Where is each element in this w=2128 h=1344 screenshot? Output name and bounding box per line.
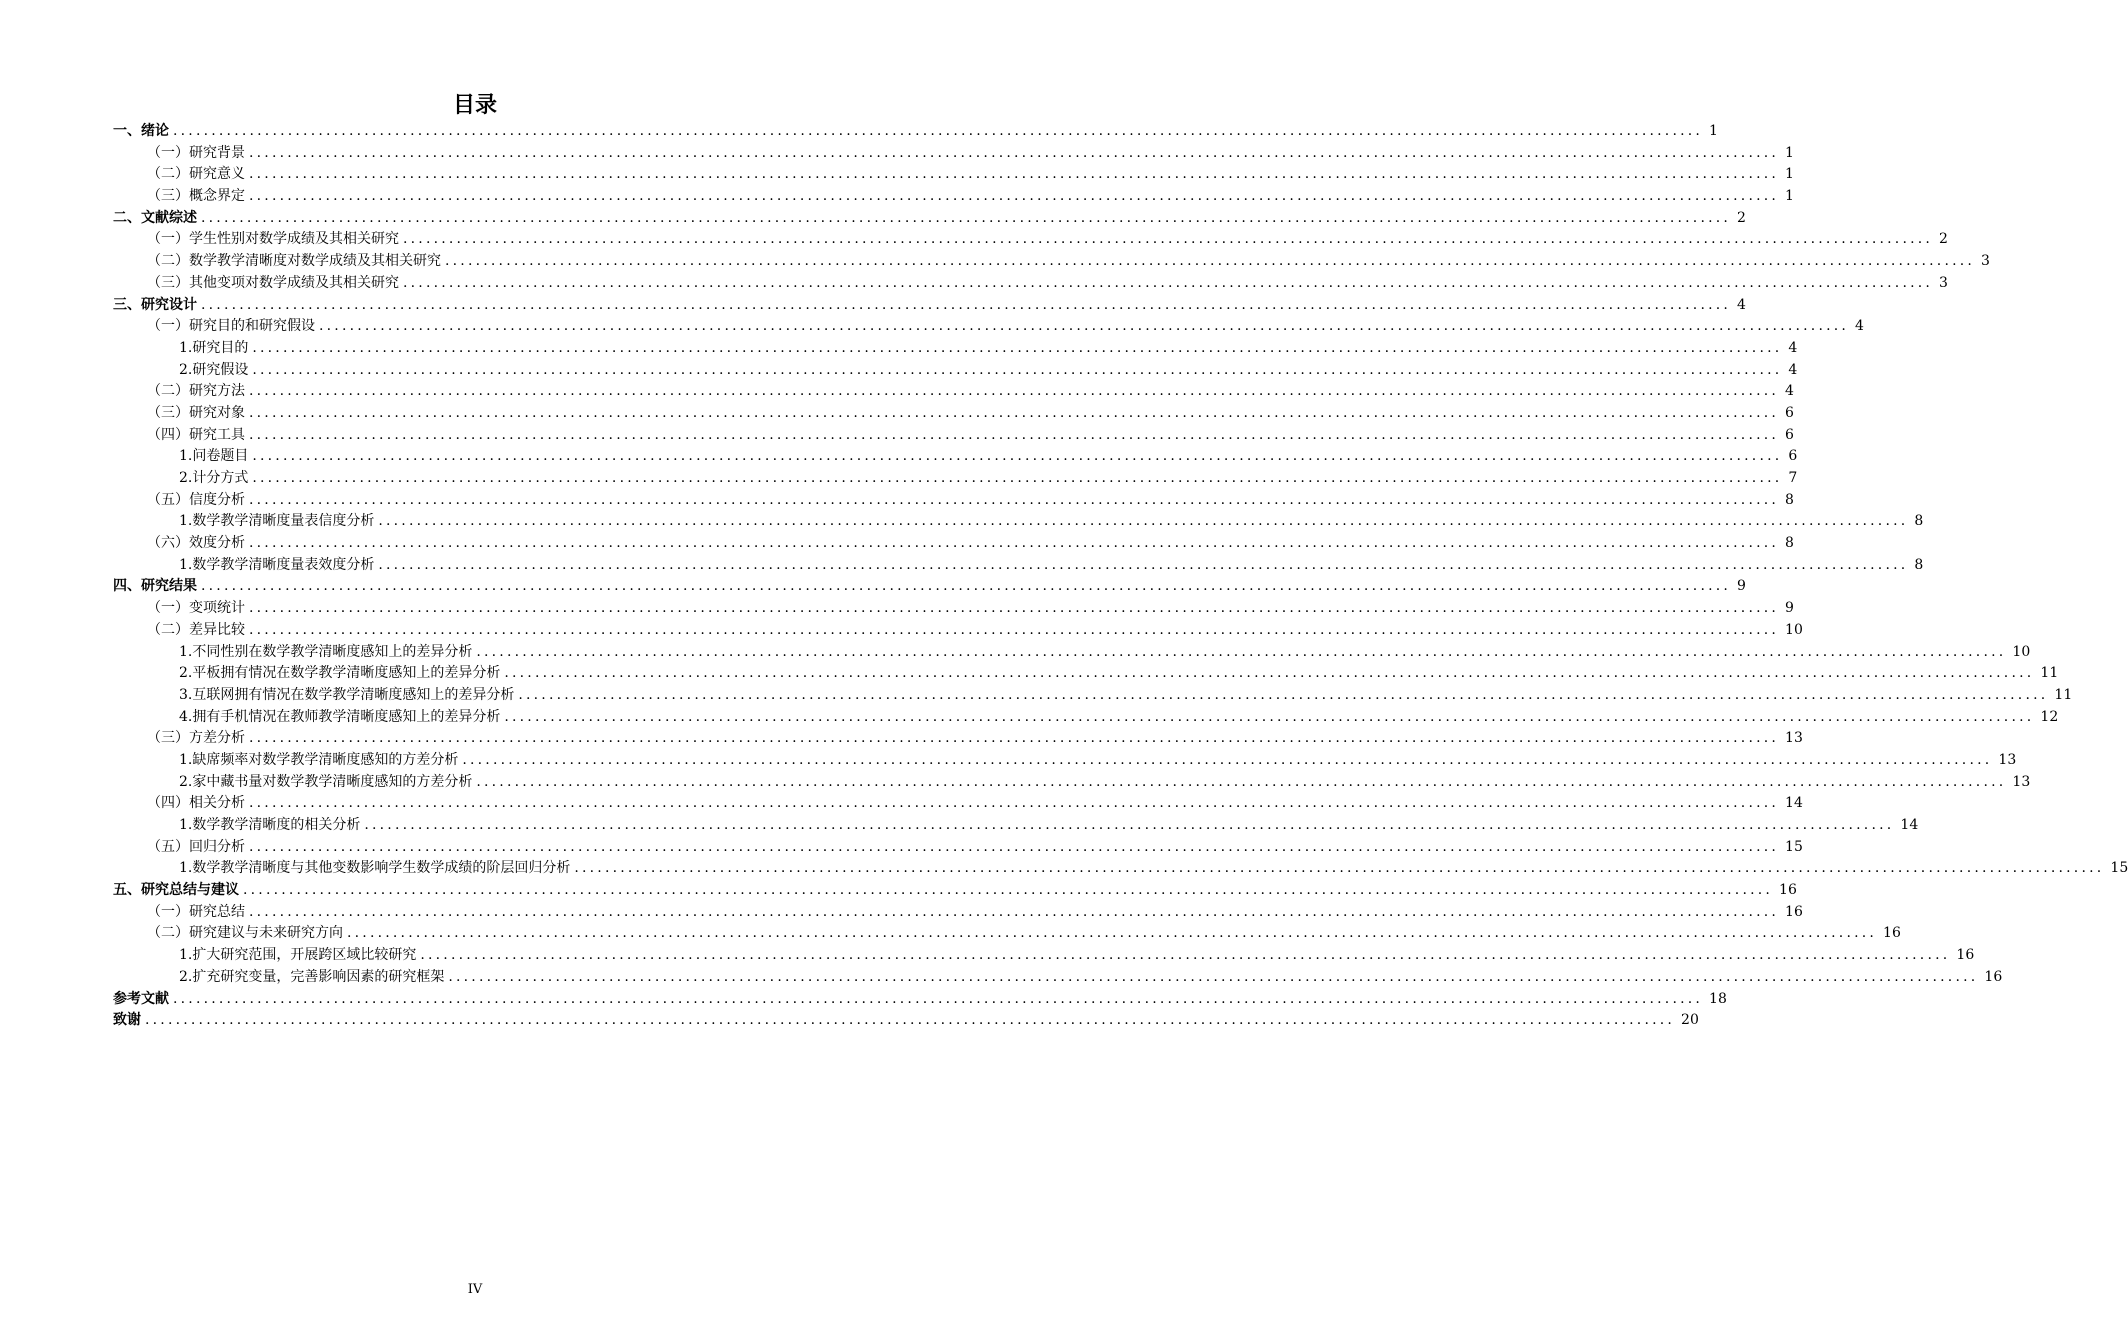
toc-entry[interactable] xyxy=(113,403,1794,425)
toc-entry-page: 9 xyxy=(1737,578,1746,595)
dot-leader: ........................................................................................................................................................................................................ xyxy=(252,339,1783,356)
dot-leader: ........................................................................................................................................................................................................ xyxy=(462,751,1993,768)
toc-entry-page: 6 xyxy=(1785,426,1794,443)
toc-entry[interactable] xyxy=(113,945,1975,967)
toc-entry[interactable] xyxy=(113,143,1794,165)
toc-entry[interactable] xyxy=(113,902,1803,924)
dot-leader: ........................................................................................................................................................................................................ xyxy=(249,188,1780,205)
toc-entry-page: 1 xyxy=(1709,123,1718,139)
toc-entry-page: 16 xyxy=(1883,925,1901,942)
dot-leader: ........................................................................................................................................................................................................ xyxy=(249,144,1780,161)
toc-entry-label: （三）研究对象 xyxy=(147,404,245,421)
dot-leader: ........................................................................................................................................................................................................ xyxy=(378,556,1909,573)
toc-entry-page: 13 xyxy=(1998,751,2017,768)
dot-leader: ........................................................................................................................................................................................................ xyxy=(476,773,2007,790)
toc-entry-page: 10 xyxy=(1785,621,1803,638)
toc-entry-label: 四、研究结果 xyxy=(113,578,197,595)
toc-entry-label: 2.计分方式 xyxy=(179,470,249,486)
table-of-contents xyxy=(113,121,2128,1032)
dot-leader: ........................................................................................................................................................................................................ xyxy=(252,448,1783,465)
toc-entry-page: 8 xyxy=(1914,513,1924,530)
toc-entry-page: 11 xyxy=(2040,665,2059,682)
toc-entry[interactable] xyxy=(113,186,1794,208)
toc-entry-label: 1.不同性别在数学教学清晰度感知上的差异分析 xyxy=(179,643,473,660)
toc-entry-label: 1.数学教学清晰度量表效度分析 xyxy=(179,556,375,573)
toc-entry-label: （一）研究目的和研究假设 xyxy=(147,318,315,335)
dot-leader: ........................................................................................................................................................................................................ xyxy=(504,708,2035,725)
dot-leader: ........................................................................................................................................................................................................ xyxy=(249,903,1780,920)
toc-entry[interactable] xyxy=(113,164,1794,186)
toc-entry[interactable] xyxy=(113,468,1798,490)
dot-leader: ........................................................................................................................................................................................................ xyxy=(201,296,1732,313)
toc-entry[interactable] xyxy=(113,251,1990,273)
toc-entry-page: 6 xyxy=(1785,404,1794,421)
toc-entry-page: 18 xyxy=(1709,990,1727,1007)
toc-entry[interactable] xyxy=(113,360,1798,382)
toc-entry-label: （四）相关分析 xyxy=(147,795,245,812)
toc-entry[interactable] xyxy=(113,967,2003,989)
toc-entry-page: 4 xyxy=(1788,339,1798,356)
toc-entry[interactable] xyxy=(113,793,1803,815)
toc-entry-page: 20 xyxy=(1681,1012,1699,1029)
toc-entry[interactable] xyxy=(113,1010,1699,1032)
toc-entry-page: 3 xyxy=(1939,274,1948,291)
toc-entry-page: 13 xyxy=(2012,773,2031,790)
toc-entry-page: 2 xyxy=(1737,209,1746,226)
toc-entry[interactable] xyxy=(113,381,1794,403)
toc-entry[interactable] xyxy=(113,229,1948,251)
toc-entry[interactable] xyxy=(113,815,1919,837)
toc-entry-label: （二）研究建议与未来研究方向 xyxy=(147,925,343,942)
toc-entry-page: 10 xyxy=(2012,643,2031,660)
dot-leader: ........................................................................................................................................................................................................ xyxy=(249,535,1780,552)
toc-entry-label: 致谢 xyxy=(113,1012,141,1029)
toc-entry-page: 1 xyxy=(1785,188,1794,205)
toc-entry-page: 6 xyxy=(1788,448,1798,465)
toc-entry-label: 一、绪论 xyxy=(113,123,169,139)
toc-entry-label: 3.互联网拥有情况在数学教学清晰度感知上的差异分析 xyxy=(179,686,515,703)
toc-entry-page: 13 xyxy=(1785,730,1803,747)
dot-leader: ........................................................................................................................................................................................................ xyxy=(476,643,2007,660)
toc-entry-page: 15 xyxy=(2110,860,2128,877)
dot-leader: ........................................................................................................................................................................................................ xyxy=(518,686,2049,703)
dot-leader: ........................................................................................................................................................................................................ xyxy=(347,925,1878,942)
toc-entry[interactable] xyxy=(113,533,1794,555)
dot-leader: ........................................................................................................................................................................................................ xyxy=(249,838,1780,855)
toc-entry-page: 16 xyxy=(1956,947,1975,964)
toc-entry-page: 8 xyxy=(1785,491,1794,508)
dot-leader: ........................................................................................................................................................................................................ xyxy=(249,404,1780,421)
toc-entry-page: 4 xyxy=(1737,296,1746,313)
toc-entry-label: 二、文献综述 xyxy=(113,209,197,226)
toc-entry[interactable] xyxy=(113,685,2073,707)
page-number: IV xyxy=(467,1282,483,1297)
toc-entry[interactable] xyxy=(113,707,2059,729)
toc-entry-label: 1.数学教学清晰度与其他变数影响学生数学成绩的阶层回归分析 xyxy=(179,860,571,877)
toc-entry[interactable] xyxy=(113,923,1901,945)
toc-entry[interactable] xyxy=(113,338,1798,360)
toc-entry-page: 16 xyxy=(1984,968,2003,985)
toc-entry-label: 三、研究设计 xyxy=(113,296,197,313)
toc-entry-label: （五）信度分析 xyxy=(147,491,245,508)
toc-entry-page: 3 xyxy=(1981,253,1990,270)
toc-entry[interactable] xyxy=(113,208,1746,230)
toc-entry-label: （六）效度分析 xyxy=(147,535,245,552)
toc-entry-label: 2.家中藏书量对数学教学清晰度感知的方差分析 xyxy=(179,773,473,790)
toc-entry[interactable] xyxy=(113,989,1727,1011)
toc-entry-page: 12 xyxy=(2040,708,2059,725)
toc-entry-page: 16 xyxy=(1779,882,1797,899)
dot-leader: ........................................................................................................................................................................................................ xyxy=(243,882,1774,899)
toc-entry-page: 11 xyxy=(2054,686,2073,703)
toc-entry-page: 8 xyxy=(1914,556,1924,573)
dot-leader: ........................................................................................................................................................................................................ xyxy=(249,795,1780,812)
toc-entry-page: 15 xyxy=(1785,838,1803,855)
toc-entry[interactable] xyxy=(113,858,2128,880)
dot-leader: ........................................................................................................................................................................................................ xyxy=(252,361,1783,378)
toc-entry[interactable] xyxy=(113,880,1797,902)
toc-entry-label: （一）变项统计 xyxy=(147,600,245,617)
toc-entry[interactable] xyxy=(113,273,1948,295)
toc-entry-label: （二）差异比较 xyxy=(147,621,245,638)
toc-entry-label: 1.扩大研究范围，开展跨区域比较研究 xyxy=(179,947,417,964)
toc-entry[interactable] xyxy=(113,642,2031,664)
toc-entry-page: 4 xyxy=(1785,383,1794,400)
toc-entry[interactable] xyxy=(113,121,1718,143)
dot-leader: ........................................................................................................................................................................................................ xyxy=(420,947,1951,964)
dot-leader: ........................................................................................................................................................................................................ xyxy=(249,383,1780,400)
dot-leader: ........................................................................................................................................................................................................ xyxy=(173,990,1704,1007)
toc-entry[interactable] xyxy=(113,728,1803,750)
toc-entry-label: （三）方差分析 xyxy=(147,730,245,747)
toc-entry-label: （二）研究意义 xyxy=(147,166,245,183)
toc-entry-page: 14 xyxy=(1900,817,1919,833)
toc-entry-page: 16 xyxy=(1785,903,1803,920)
toc-entry[interactable] xyxy=(113,598,1794,620)
dot-leader: ........................................................................................................................................................................................................ xyxy=(364,817,1895,833)
dot-leader: ........................................................................................................................................................................................................ xyxy=(319,318,1850,335)
toc-entry[interactable] xyxy=(113,316,1864,338)
toc-entry-label: 1.问卷题目 xyxy=(179,448,249,465)
toc-entry-page: 7 xyxy=(1788,470,1798,486)
dot-leader: ........................................................................................................................................................................................................ xyxy=(201,578,1732,595)
toc-entry[interactable] xyxy=(113,425,1794,447)
toc-entry-label: （一）研究总结 xyxy=(147,903,245,920)
toc-entry-label: 4.拥有手机情况在教师教学清晰度感知上的差异分析 xyxy=(179,708,501,725)
toc-entry-label: 1.缺席频率对数学教学清晰度感知的方差分析 xyxy=(179,751,459,768)
toc-entry-label: （一）学生性别对数学成绩及其相关研究 xyxy=(147,231,399,248)
toc-entry[interactable] xyxy=(113,446,1798,468)
toc-entry-label: 五、研究总结与建议 xyxy=(113,882,239,899)
dot-leader: ........................................................................................................................................................................................................ xyxy=(403,274,1934,291)
dot-leader: ........................................................................................................................................................................................................ xyxy=(504,665,2035,682)
toc-entry-label: （四）研究工具 xyxy=(147,426,245,443)
dot-leader: ........................................................................................................................................................................................................ xyxy=(249,426,1780,443)
dot-leader: ........................................................................................................................................................................................................ xyxy=(378,513,1909,530)
dot-leader: ........................................................................................................................................................................................................ xyxy=(173,123,1704,139)
toc-entry[interactable] xyxy=(113,620,1803,642)
toc-entry-label: （五）回归分析 xyxy=(147,838,245,855)
dot-leader: ........................................................................................................................................................................................................ xyxy=(201,209,1732,226)
toc-entry-label: （二）研究方法 xyxy=(147,383,245,400)
toc-entry[interactable] xyxy=(113,772,2031,794)
dot-leader: ........................................................................................................................................................................................................ xyxy=(249,166,1780,183)
toc-entry-page: 9 xyxy=(1785,600,1794,617)
dot-leader: ........................................................................................................................................................................................................ xyxy=(403,231,1934,248)
toc-entry-label: 1.研究目的 xyxy=(179,339,249,356)
toc-entry[interactable] xyxy=(113,555,1924,577)
toc-entry[interactable] xyxy=(113,511,1924,533)
page-title: 目录 xyxy=(452,93,497,118)
toc-entry[interactable] xyxy=(113,663,2059,685)
toc-entry-page: 4 xyxy=(1788,361,1798,378)
toc-entry[interactable] xyxy=(113,837,1803,859)
dot-leader: ........................................................................................................................................................................................................ xyxy=(448,968,1979,985)
toc-entry-page: 4 xyxy=(1855,318,1864,335)
toc-entry-label: 1.数学教学清晰度量表信度分析 xyxy=(179,513,375,530)
toc-entry-page: 14 xyxy=(1785,795,1803,812)
toc-entry[interactable] xyxy=(113,576,1746,598)
toc-entry-label: 2.研究假设 xyxy=(179,361,249,378)
toc-entry-page: 2 xyxy=(1939,231,1948,248)
toc-entry[interactable] xyxy=(113,295,1746,317)
toc-entry-label: （二）数学教学清晰度对数学成绩及其相关研究 xyxy=(147,253,441,270)
toc-entry-label: （三）概念界定 xyxy=(147,188,245,205)
toc-entry-page: 1 xyxy=(1785,144,1794,161)
dot-leader: ........................................................................................................................................................................................................ xyxy=(445,253,1976,270)
dot-leader: ........................................................................................................................................................................................................ xyxy=(574,860,2105,877)
toc-entry-label: （一）研究背景 xyxy=(147,144,245,161)
dot-leader: ........................................................................................................................................................................................................ xyxy=(252,470,1783,486)
toc-entry-label: 2.平板拥有情况在数学教学清晰度感知上的差异分析 xyxy=(179,665,501,682)
dot-leader: ........................................................................................................................................................................................................ xyxy=(145,1012,1676,1029)
dot-leader: ........................................................................................................................................................................................................ xyxy=(249,621,1780,638)
dot-leader: ........................................................................................................................................................................................................ xyxy=(249,491,1780,508)
toc-entry-label: 1.数学教学清晰度的相关分析 xyxy=(179,817,361,833)
dot-leader: ........................................................................................................................................................................................................ xyxy=(249,600,1780,617)
toc-entry[interactable] xyxy=(113,750,2017,772)
toc-entry-page: 1 xyxy=(1785,166,1794,183)
toc-entry-label: 参考文献 xyxy=(113,990,169,1007)
toc-entry[interactable] xyxy=(113,490,1794,512)
toc-entry-label: 2.扩充研究变量，完善影响因素的研究框架 xyxy=(179,968,445,985)
toc-entry-label: （三）其他变项对数学成绩及其相关研究 xyxy=(147,274,399,291)
dot-leader: ........................................................................................................................................................................................................ xyxy=(249,730,1780,747)
toc-entry-page: 8 xyxy=(1785,535,1794,552)
